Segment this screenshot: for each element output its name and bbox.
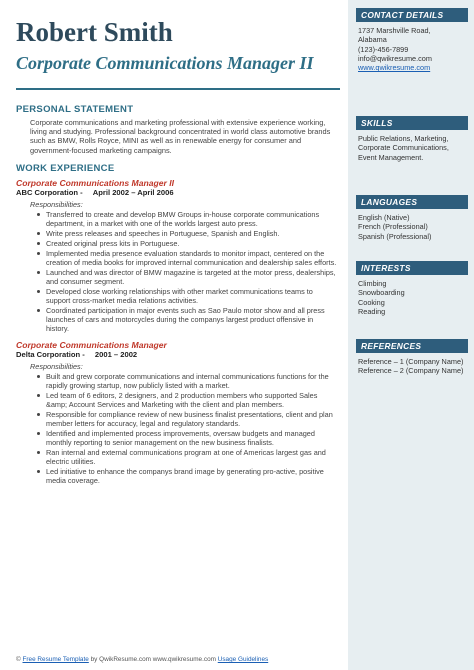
contact-title: CONTACT DETAILS [356,8,468,22]
interests-title: INTERESTS [356,261,468,275]
skills-section [356,116,468,162]
job-entry [16,178,338,333]
languages-title: LANGUAGES [356,195,468,209]
list-item: Responsible for compliance review of new business finalist presentations, client and plan member letters for accuracy, legal and regulatory standards. [46,410,338,428]
candidate-name: Robert Smith [16,17,173,47]
list-item: Built and grew corporate communications and internal communications functions for the rapidly growing startup, now publicly listed with a market. [46,372,338,390]
list-item: Identified and implemented process improvements, oversaw budgets and managed monthly reporting to senior management on the new business finalists. [46,429,338,447]
skills-text: Public Relations, Marketing, Corporate Communications, Event Management. [358,134,449,162]
list-item: Created original press kits in Portuguese. [46,239,338,248]
responsibilities-label: Responsibilities: [30,199,83,209]
work-experience-section [16,163,338,485]
job-title: Corporate Communications Manager II [16,177,175,188]
job-title: Corporate Communications Manager [16,339,167,350]
job-entry [16,340,338,485]
list-item: Snowboarding [358,288,405,298]
phone-number: (123)-456-7899 [358,44,409,54]
sidebar [348,0,474,670]
free-template-link[interactable]: Free Resume Template [22,656,89,663]
footer [16,655,340,664]
skills-title: SKILLS [356,116,468,130]
address-line: Alabama [358,35,387,45]
responsibilities-label: Responsibilities: [30,361,83,371]
address-line: 1737 Marshville Road, [358,26,431,35]
list-item: Reference – 1 (Company Name) [358,357,464,366]
header-divider [16,88,340,90]
contact-section [356,8,468,72]
personal-statement-text: Corporate communications and marketing professional with extensive experience working, living and studying. Professional background concentrated in world class automotive brands such as BMW, Rolls Royce, MINI as well as in renewable energy for consumer and government-focused marketing campaigns. [30,118,331,155]
job-company: ABC Corporation - [16,187,83,197]
list-item: Transferred to create and develop BMW Groups in-house corporate communications department, in a market with one of the worlds largest auto press. [46,210,338,228]
list-item: English (Native) [358,213,410,222]
job-company-line [16,188,338,198]
list-item: Spanish (Professional) [358,231,432,241]
list-item: Ran internal and external communications program at one of Americas largest gas and electric utilities. [46,448,338,466]
references-title: REFERENCES [356,339,468,353]
list-item: Coordinated participation in major events such as Sao Paulo motor show and all press launches of cars and motorcycles during the companys largest product offensive in history. [46,306,338,333]
list-item: Led initiative to enhance the companys brand image by generating pro-active, positive media coverage. [46,467,338,485]
work-experience-title: WORK EXPERIENCE [16,162,115,174]
list-item: Led team of 6 editors, 2 designers, and 2 production members who supported Sales &amp; Account Services and Marketing with the client and plan members. [46,391,338,409]
list-item: Cooking [358,297,385,307]
candidate-role: Corporate Communications Manager II [16,53,314,73]
usage-guidelines-link[interactable]: Usage Guidelines [217,656,269,663]
references-section [356,339,468,376]
personal-statement-section [16,104,338,155]
copyright-symbol: © [16,656,21,663]
responsibility-list [16,210,338,333]
personal-statement-title: PERSONAL STATEMENT [16,104,134,115]
list-item: Write press releases and speeches in Portuguese, Spanish and English. [46,229,338,238]
interests-section [356,261,468,316]
job-dates: April 2002 – April 2006 [92,187,174,197]
list-item: Implemented media presence evaluation standards to monitor impact, centered on the creation of media books for improved internal communication and dealership sales efforts. [46,248,337,267]
list-item: Developed close working relationships with other market communications teams to support cross-market media relations activities. [46,287,338,305]
job-dates: 2001 – 2002 [94,349,138,359]
list-item: Reference – 2 (Company Name) [358,366,464,376]
website-link[interactable]: www.qwikresume.com [358,63,431,73]
job-company: Delta Corporation - [16,349,85,359]
list-item: Reading [358,306,386,316]
email-address: info@qwikresume.com [358,53,432,63]
footer-by: by QwikResume.com [90,656,151,663]
main-column [16,104,338,486]
responsibility-list [16,372,338,485]
job-company-line [16,350,338,360]
languages-section [356,195,468,241]
list-item: Climbing [358,279,387,288]
footer-site: www.qwikresume.com [152,656,216,663]
list-item: French (Professional) [358,222,428,232]
list-item: Launched and was director of BMW magazine is targeted at the motor press, dealerships, and consumer segment. [46,268,338,286]
